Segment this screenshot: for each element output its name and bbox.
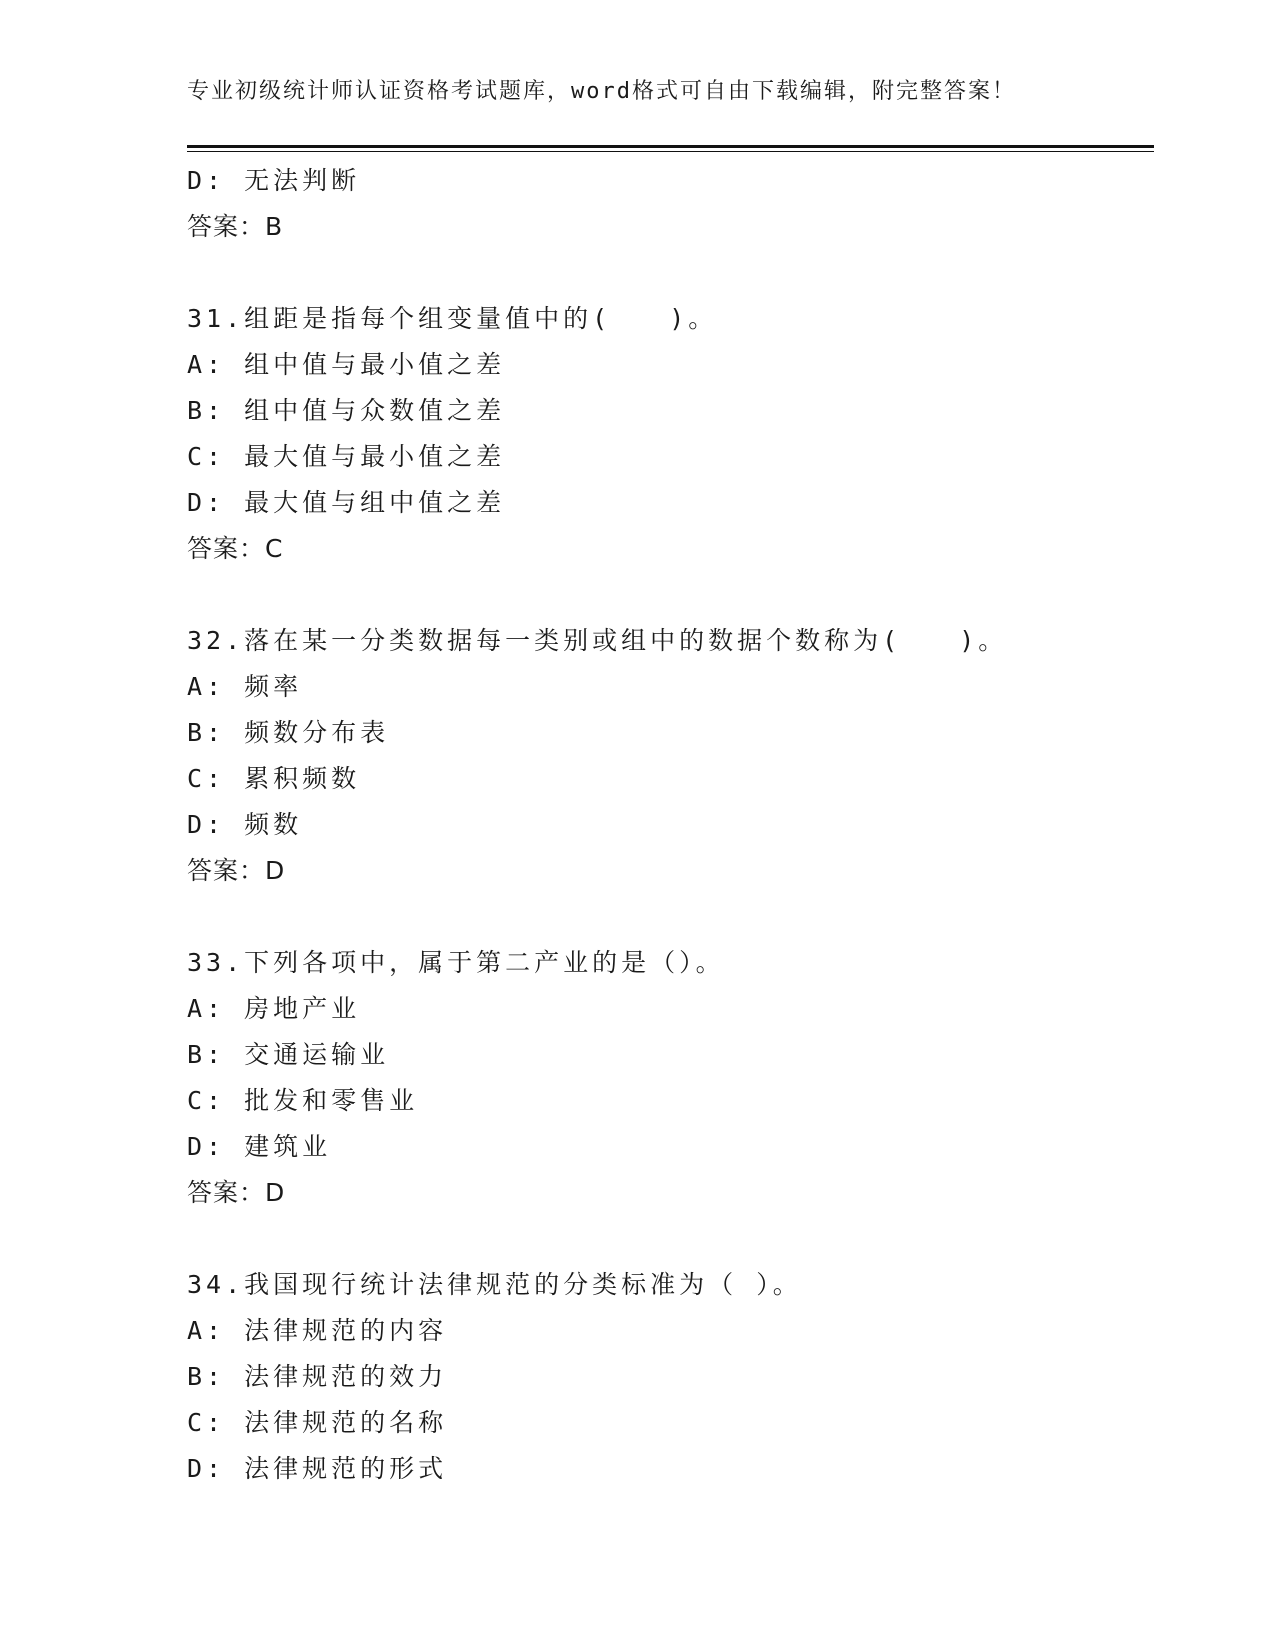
option-a: A: 组中值与最小值之差 bbox=[187, 350, 506, 379]
option-a: A: 法律规范的内容 bbox=[187, 1316, 448, 1345]
option-b: B: 频数分布表 bbox=[187, 718, 390, 747]
spacer bbox=[187, 572, 1154, 618]
option-d: D: 频数 bbox=[187, 810, 303, 839]
question-content bbox=[187, 158, 1154, 1492]
option-b: B: 组中值与众数值之差 bbox=[187, 396, 506, 425]
option-c: C: 最大值与最小值之差 bbox=[187, 442, 506, 471]
spacer bbox=[187, 894, 1154, 940]
option-d: D: 最大值与组中值之差 bbox=[187, 488, 506, 517]
page-header: 专业初级统计师认证资格考试题库，word格式可自由下载编辑，附完整答案！ bbox=[187, 79, 1016, 104]
question-block-31 bbox=[187, 296, 1154, 572]
option-a: A: 房地产业 bbox=[187, 994, 361, 1023]
option-c: C: 批发和零售业 bbox=[187, 1086, 419, 1115]
header-rule-thin bbox=[187, 151, 1154, 152]
question-stem: 33.下列各项中，属于第二产业的是（）。 bbox=[187, 948, 725, 977]
question-stem: 34.我国现行统计法律规范的分类标准为（ ）。 bbox=[187, 1270, 802, 1299]
carryover-answer: 答案：B bbox=[187, 212, 284, 241]
answer-line: 答案：D bbox=[187, 1178, 286, 1207]
option-b: B: 法律规范的效力 bbox=[187, 1362, 448, 1391]
question-block-33 bbox=[187, 940, 1154, 1216]
question-block-32 bbox=[187, 618, 1154, 894]
question-stem: 31.组距是指每个组变量值中的( )。 bbox=[187, 304, 718, 333]
question-block-34 bbox=[187, 1262, 1154, 1492]
option-a: A: 频率 bbox=[187, 672, 303, 701]
option-c: C: 累积频数 bbox=[187, 764, 361, 793]
spacer bbox=[187, 250, 1154, 296]
spacer bbox=[187, 1216, 1154, 1262]
answer-line: 答案：D bbox=[187, 856, 286, 885]
option-d: D: 建筑业 bbox=[187, 1132, 332, 1161]
carryover-option-d: D: 无法判断 bbox=[187, 166, 361, 195]
question-stem: 32.落在某一分类数据每一类别或组中的数据个数称为( )。 bbox=[187, 626, 1008, 655]
option-c: C: 法律规范的名称 bbox=[187, 1408, 448, 1437]
answer-line: 答案：C bbox=[187, 534, 284, 563]
header-rule-thick bbox=[187, 145, 1154, 148]
option-b: B: 交通运输业 bbox=[187, 1040, 390, 1069]
option-d: D: 法律规范的形式 bbox=[187, 1454, 448, 1483]
